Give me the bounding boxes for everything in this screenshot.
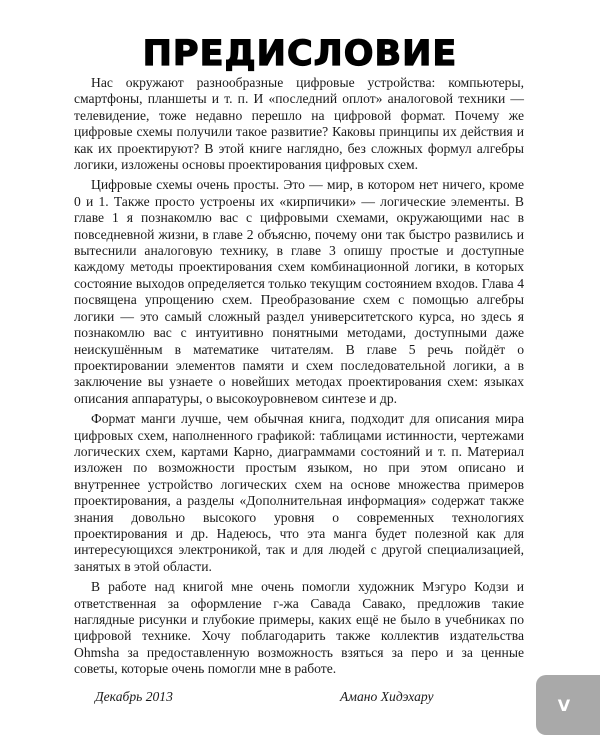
page-title: ПРЕДИСЛОВИЕ — [142, 34, 458, 74]
signature-author: Амано Хидэхару — [340, 689, 434, 704]
paragraph: Нас окружают разнообразные цифровые устройства: компьютеры, смартфоны, планшеты и т. п. И «последний оплот» аналоговой техники — телевидение, тоже недавно перешло на цифровой формат. Почему же цифровые схемы получили такое развитие? Каковы принципы их действия и как их проектируют? В этой книге наглядно, без сложных формул алгебры логики, изложены основы проектирования цифровых схем. — [74, 75, 524, 173]
paragraph: Формат манги лучше, чем обычная книга, подходит для описания мира цифровых схем, наполненного графикой: таблицами истинности, чертежами логических схем, картами Карно, диаграммами состояний и т. п. Материал изложен по возможности простым языком, но при этом описано и внутреннее устройство логических схем на основе множества примеров проектирования, а разделы «Дополнительная информация» содержат также знания довольно высокого уровня о современных технологиях проектирования и др. Надеюсь, что эта манга будет полезной как для интересующихся электроникой, так и для людей с другой специализацией, занятых в этой области. — [74, 411, 524, 574]
paragraph: В работе над книгой мне очень помогли художник Мэгуро Кодзи и ответственная за оформление г-жа Савада Савако, предложив такие наглядные рисунки и глубокие примеры, каких ещё не было в учебниках по цифровой технике. Хочу поблагодарить также коллектив издательства Ohmsha за предоставленную возможность взяться за перо и за ценные советы, которые очень помогли мне в работе. — [74, 579, 524, 677]
preface-body — [74, 75, 524, 682]
paragraph: Цифровые схемы очень просты. Это — мир, в котором нет ничего, кроме 0 и 1. Также просто устроены их «кирпичики» — логические элементы. В главе 1 я познакомлю вас с цифровыми схемами, окружающими нас в повседневной жизни, в главе 2 объясню, почему они так быстро развились и вытеснили аналоговую технику, в главе 3 опишу простые и доступные каждому методы проектирования схем комбинационной логики, в которых состояние выходов определяется только текущим состоянием входов. Глава 4 посвящена упрощению схем. Преобразование схем с помощью алгебры логики — это самый сложный раздел университетского курса, но здесь я познакомлю вас с интуитивно понятными методами, доступными даже неискушённым в математике читателям. В главе 5 речь пойдёт о проектировании элементов памяти и схем последовательной логики, а в заключение вы узнаете о новейших методах проектирования схем: языках описания аппаратуры, о высокоуровневом синтезе и др. — [74, 177, 524, 406]
signature-date: Декабрь 2013 — [95, 689, 173, 704]
page-number-tab — [536, 675, 600, 735]
page-number: V — [557, 695, 571, 715]
